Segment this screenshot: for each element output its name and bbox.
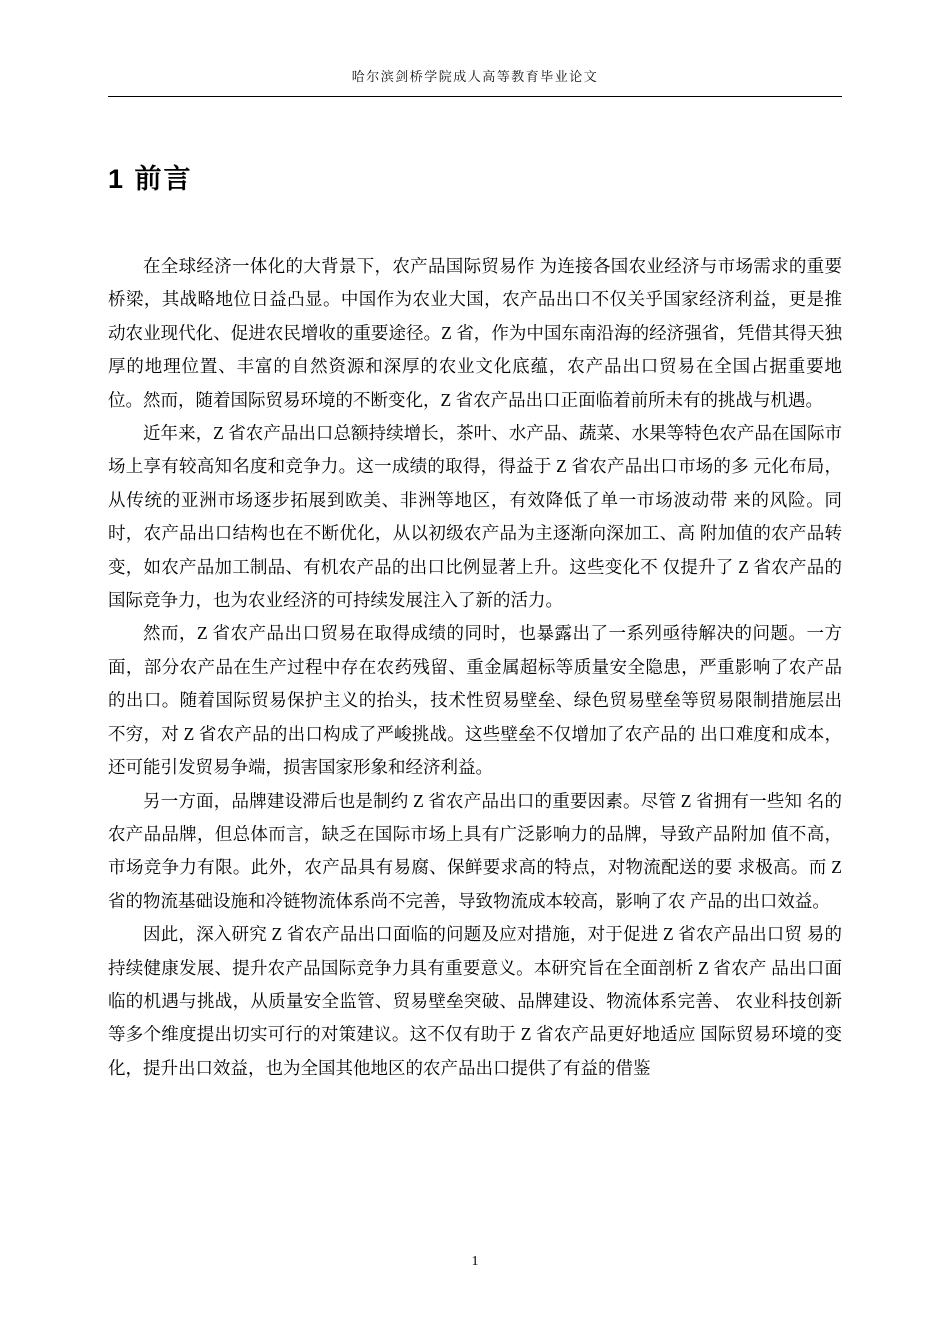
page-number: 1 xyxy=(471,1254,479,1269)
paragraph-4: 另一方面，品牌建设滞后也是制约 Z 省农产品出口的重要因素。尽管 Z 省拥有一些知 名的农产品品牌，但总体而言，缺乏在国际市场上具有广泛影响力的品牌，导致产品附加 值不高，市场竞争力有限。此外，农产品具有易腐、保鲜要求高的特点，对物流配送的要 求极高。而 Z 省的物流基础设施和冷链物流体系尚不完善，导致物流成本较高，影响了农 产品的出口效益。 xyxy=(108,790,842,911)
paragraph-3: 然而，Z 省农产品出口贸易在取得成绩的同时，也暴露出了一系列亟待解决的问题。一方面，部分农产品在生产过程中存在农药残留、重金属超标等质量安全隐患，严重影响了农产品的出口。随着国际贸易保护主义的抬头，技术性贸易壁垒、绿色贸易壁垒等贸易限制措施层出不穷，对 Z 省农产品的出口构成了严峻挑战。这些壁垒不仅增加了农产品的 出口难度和成本，还可能引发贸易争端，损害国家形象和经济利益。 xyxy=(108,623,842,778)
header-rule xyxy=(108,96,842,97)
page-header-text: 哈尔滨剑桥学院成人高等教育毕业论文 xyxy=(351,69,599,84)
paragraph-1: 在全球经济一体化的大背景下，农产品国际贸易作 为连接各国农业经济与市场需求的重要桥梁，其战略地位日益凸显。中国作为农业大国，农产品出口不仅关乎国家经济利益，更是推动农业现代化、促进农民增收的重要途径。Z 省，作为中国东南沿海的经济强省，凭借其得天独厚的地理位置、丰富的自然资源和深厚的农业文化底蕴，农产品出口贸易在全国占据重要地位。然而，随着国际贸易环境的不断变化，Z 省农产品出口正面临着前所未有的挑战与机遇。 xyxy=(108,256,842,410)
paragraph-2: 近年来，Z 省农产品出口总额持续增长，茶叶、水产品、蔬菜、水果等特色农产品在国际市场上享有较高知名度和竞争力。这一成绩的取得，得益于 Z 省农产品出口市场的多 元化布局，从传统的亚洲市场逐步拓展到欧美、非洲等地区，有效降低了单一市场波动带 来的风险。同时，农产品出口结构也在不断优化，从以初级农产品为主逐渐向深加工、高 附加值的农产品转变，如农产品加工制品、有机农产品的出口比例显著上升。这些变化不 仅提升了 Z 省农产品的国际竞争力，也为农业经济的可持续发展注入了新的活力。 xyxy=(108,423,842,611)
chapter-title: 1 前言 xyxy=(108,164,193,194)
body-text xyxy=(108,250,842,1085)
paragraph-5: 因此，深入研究 Z 省农产品出口面临的问题及应对措施，对于促进 Z 省农产品出口贸 易的持续健康发展、提升农产品国际竞争力具有重要意义。本研究旨在全面剖析 Z 省农产 品出口面临的机遇与挑战，从质量安全监管、贸易壁垒突破、品牌建设、物流体系完善、 农业科技创新等多个维度提出切实可行的对策建议。这不仅有助于 Z 省农产品更好地适应 国际贸易环境的变化，提升出口效益，也为全国其他地区的农产品出口提供了有益的借鉴 xyxy=(108,924,842,1078)
